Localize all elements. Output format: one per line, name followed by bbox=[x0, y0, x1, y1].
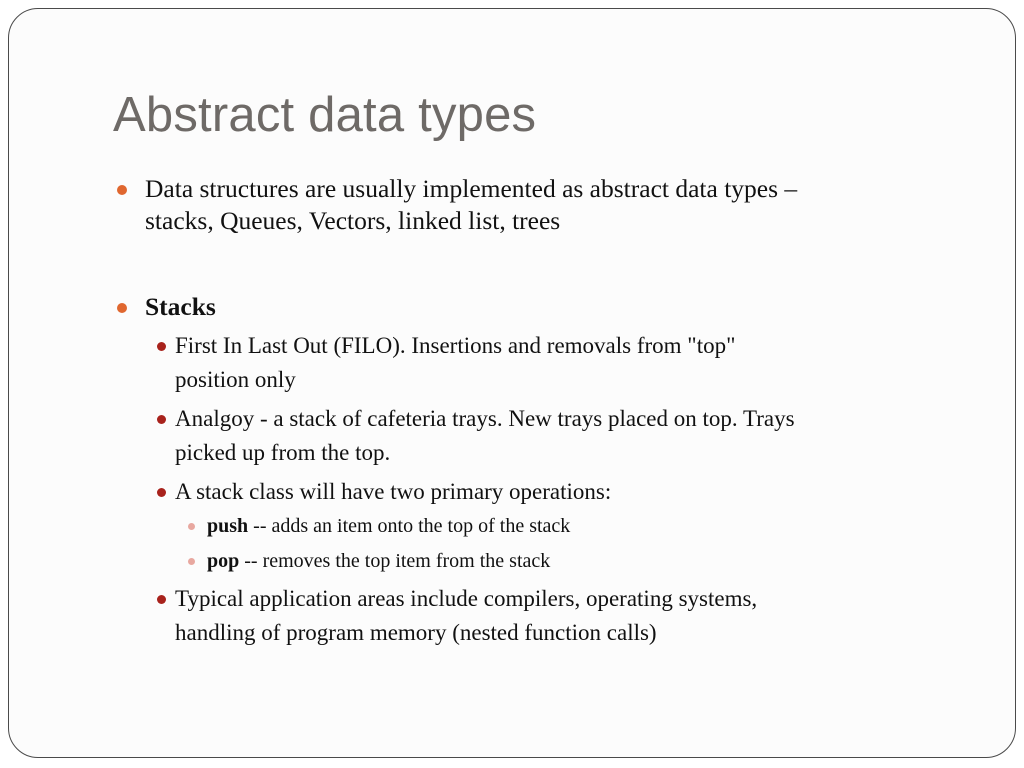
bullet-dot-icon bbox=[188, 523, 195, 530]
bullet-dot-icon bbox=[117, 303, 127, 313]
operation-description: -- removes the top item from the stack bbox=[239, 550, 551, 572]
bullet-dot-icon bbox=[157, 595, 166, 604]
slide-title: Abstract data types bbox=[113, 88, 537, 142]
stacks-point-filo bbox=[113, 329, 953, 397]
bullet-intro bbox=[113, 173, 953, 237]
operation-name: pop bbox=[207, 550, 240, 572]
stacks-point-line: First In Last Out (FILO). Insertions and removals from "top" bbox=[175, 333, 736, 358]
operation-name: push bbox=[207, 515, 249, 537]
stacks-heading: Stacks bbox=[145, 292, 216, 321]
bullet-stacks bbox=[113, 291, 953, 323]
slide bbox=[8, 8, 1016, 758]
bullet-intro-line1: Data structures are usually implemented as abstract data types – bbox=[145, 174, 798, 203]
bullet-dot-icon bbox=[157, 488, 166, 497]
slide-body bbox=[113, 169, 953, 650]
stacks-point-analogy bbox=[113, 402, 953, 470]
operation-description: -- adds an item onto the top of the stack bbox=[248, 515, 571, 537]
stacks-point-line: handling of program memory (nested function calls) bbox=[175, 620, 657, 645]
bullet-dot-icon bbox=[117, 185, 127, 195]
bullet-intro-line2: stacks, Queues, Vectors, linked list, trees bbox=[145, 206, 561, 235]
stacks-point-line: Analgoy - a stack of cafeteria trays. New trays placed on top. Trays bbox=[175, 406, 795, 431]
operation-push bbox=[113, 511, 953, 541]
stacks-point-applications bbox=[113, 582, 953, 650]
bullet-dot-icon bbox=[157, 342, 166, 351]
stacks-point-operations bbox=[113, 475, 953, 509]
stacks-point-line: A stack class will have two primary operations: bbox=[175, 479, 612, 504]
bullet-dot-icon bbox=[157, 415, 166, 424]
stacks-point-line: picked up from the top. bbox=[175, 440, 391, 465]
stacks-point-line: position only bbox=[175, 367, 296, 392]
stacks-point-line: Typical application areas include compilers, operating systems, bbox=[175, 586, 758, 611]
operation-pop bbox=[113, 546, 953, 576]
bullet-dot-icon bbox=[188, 558, 195, 565]
